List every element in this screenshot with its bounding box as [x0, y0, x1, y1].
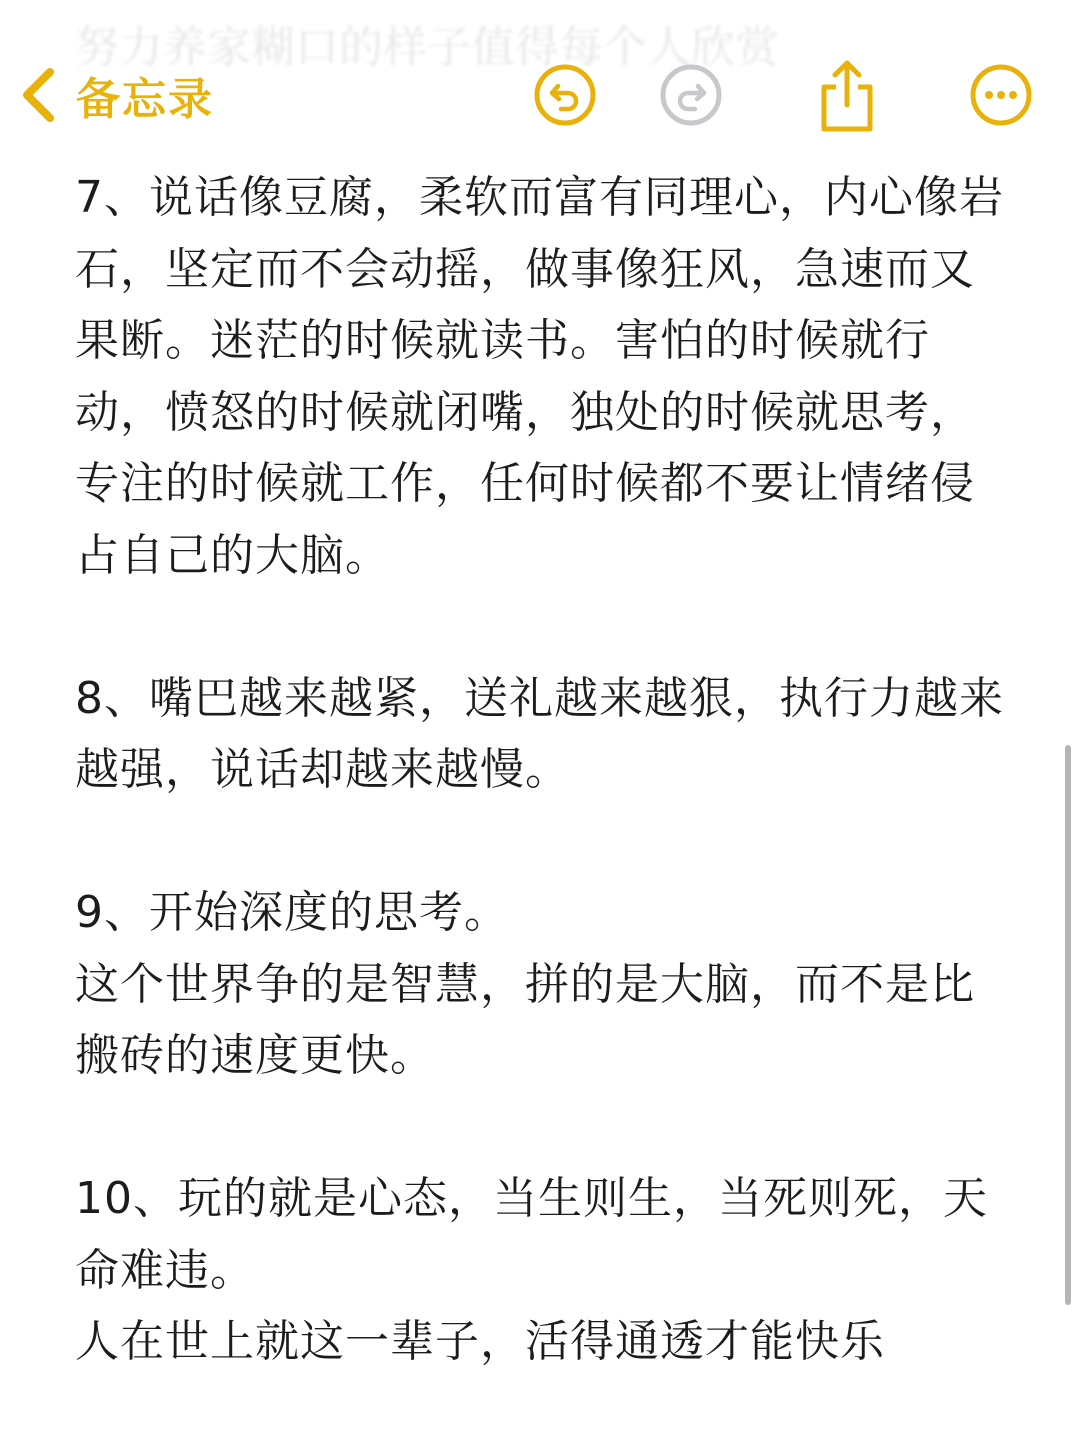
- back-button[interactable]: [20, 60, 214, 130]
- paragraph-spacer: [75, 591, 1015, 663]
- note-body[interactable]: [75, 162, 1015, 1378]
- paragraph-spacer: [75, 1092, 1015, 1164]
- undo-icon: [532, 62, 598, 128]
- paragraph-spacer: [75, 806, 1015, 878]
- redo-button[interactable]: [658, 62, 724, 128]
- scrolled-text-remnant: 努力养家糊口的样子值得每个人欣赏: [75, 22, 779, 73]
- more-button[interactable]: [968, 62, 1034, 128]
- chevron-left-icon: [20, 67, 56, 123]
- vertical-scrollbar[interactable]: [1065, 745, 1071, 1305]
- navigation-bar: [0, 50, 1080, 140]
- note-paragraph-9-heading: 9、开始深度的思考。: [75, 887, 509, 938]
- note-paragraph-7: 7、说话像豆腐，柔软而富有同理心，内心像岩石，坚定而不会动摇，做事像狂风，急速而又果断。迷茫的时候就读书。害怕的时候就行动，愤怒的时候就闭嘴，独处的时候就思考，专注的时候就工作，任何时候都不要让情绪侵占自己的大脑。: [75, 172, 1004, 581]
- share-icon: [814, 57, 880, 133]
- more-icon: [968, 62, 1034, 128]
- share-button[interactable]: [814, 62, 880, 128]
- back-label: 备忘录: [76, 74, 214, 125]
- note-paragraph-9-body: 这个世界争的是智慧，拼的是大脑，而不是比搬砖的速度更快。: [75, 958, 975, 1081]
- note-paragraph-10-heading: 10、玩的就是心态，当生则生，当死则死，天命难违。: [75, 1173, 988, 1296]
- undo-button[interactable]: [532, 62, 598, 128]
- note-paragraph-8: 8、嘴巴越来越紧，送礼越来越狠，执行力越来越强，说话却越来越慢。: [75, 672, 1004, 795]
- note-paragraph-10-body: 人在世上就这一辈子，活得通透才能快乐: [75, 1316, 885, 1367]
- redo-icon: [658, 62, 724, 128]
